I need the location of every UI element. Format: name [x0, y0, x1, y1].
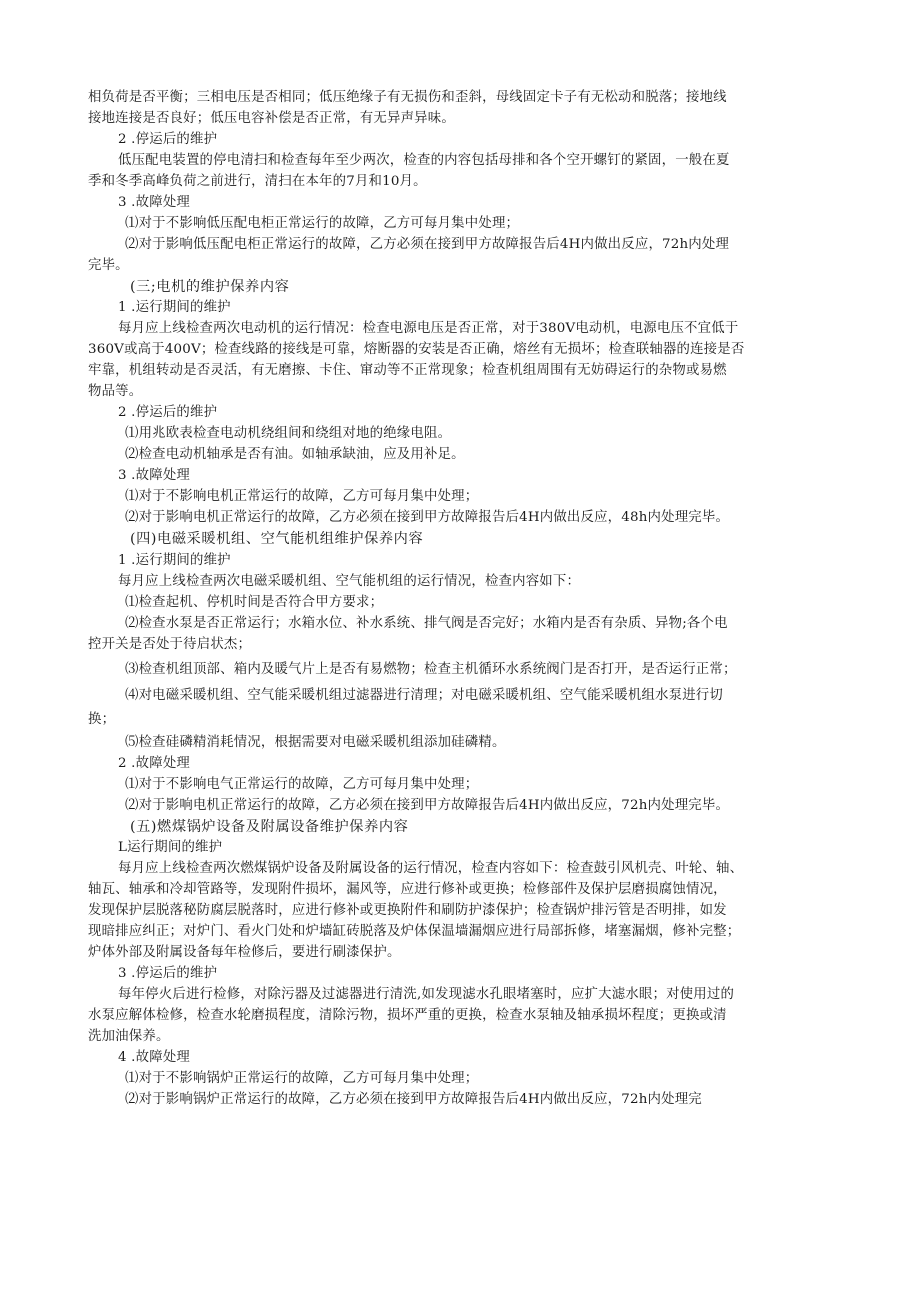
text-line: ⑸检查硅磷精消耗情况，根据需要对电磁采暖机组添加硅磷精。: [125, 735, 506, 750]
text-line: ⑴检查起机、停机时间是否符合甲方要求；: [125, 595, 384, 610]
text-line: 牢靠，机组转动是否灵活，有无磨擦、卡住、窜动等不正常现象；检查机组周围有无妨碍运行的杂物或易燃: [88, 363, 727, 378]
text-line: 季和冬季高峰负荷之前进行，清扫在本年的7月和10月。: [88, 174, 427, 189]
text-line: 发现保护层脱落秘防腐层脱落时，应进行修补或更换附件和刷防护漆保护；检查锅炉排污管是否明排，如发: [88, 903, 727, 918]
text-line: ⑵检查水泵是否正常运行；水箱水位、补水系统、排气阀是否完好；水箱内是否有杂质、异物;各个电: [125, 616, 728, 631]
text-line: 完毕。: [88, 258, 129, 273]
section-heading: (五)燃煤锅炉设备及附属设备维护保养内容: [130, 819, 409, 835]
text-line: ⑶检查机组顶部、箱内及暖气片上是否有易燃物；检查主机循环水系统阀门是否打开，是否运行正常；: [125, 662, 737, 677]
section-heading: (四)电磁采暖机组、空气能机组维护保养内容: [130, 531, 424, 547]
text-line: 每月应上线检查两次电动机的运行情况：检查电源电压是否正常，对于380V电动机，电源电压不宜低于: [118, 321, 739, 336]
text-line: 2 .停运后的维护: [118, 405, 218, 420]
text-line: 接地连接是否良好；低压电容补偿是否正常，有无异声异味。: [88, 111, 455, 126]
text-line: 炉体外部及附属设备每年检修后，要进行刷漆保护。: [88, 945, 401, 960]
text-line: ⑴对于不影响电机正常运行的故障，乙方可每月集中处理；: [125, 489, 479, 504]
text-line: 洗加油保养。: [88, 1029, 170, 1044]
text-line: ⑵对于影响电机正常运行的故障，乙方必须在接到甲方故障报告后4H内做出反应，72h内处理完毕。: [125, 798, 730, 813]
text-line: 3 .故障处理: [118, 195, 190, 210]
text-line: ⑷对电磁采暖机组、空气能采暖机组过滤器进行清理；对电磁采暖机组、空气能采暖机组水泵进行切: [125, 688, 723, 703]
text-line: ⑴用兆欧表检查电动机绕组间和绕组对地的绝缘电阻。: [125, 426, 452, 441]
text-line: 低压配电装置的停电清扫和检查每年至少两次，检查的内容包括母排和各个空开螺钉的紧固，一般在夏: [118, 153, 730, 168]
text-line: ⑴对于不影响电气正常运行的故障，乙方可每月集中处理；: [125, 777, 479, 792]
text-line: 每月应上线检查两次燃煤锅炉设备及附属设备的运行情况，检查内容如下：检查鼓引风机壳、叶轮、轴、: [118, 861, 744, 876]
text-line: ⑵对于影响电机正常运行的故障，乙方必须在接到甲方故障报告后4H内做出反应，48h内处理完毕。: [125, 510, 730, 525]
text-line: ⑴对于不影响锅炉正常运行的故障，乙方可每月集中处理；: [125, 1071, 479, 1086]
text-line: 4 .故障处理: [118, 1050, 190, 1065]
text-line: ⑵对于影响低压配电柜正常运行的故障，乙方必须在接到甲方故障报告后4H内做出反应，72h内处理: [125, 237, 730, 252]
text-line: 2 .停运后的维护: [118, 132, 218, 147]
text-line: 2 .故障处理: [118, 756, 190, 771]
text-line: 控开关是否处于待启状杰；: [88, 637, 252, 652]
text-line: 相负荷是否平衡；三相电压是否相同；低压绝缘子有无损伤和歪斜，母线固定卡子有无松动和脱落；接地线: [88, 90, 727, 105]
text-line: 每月应上线检查两次电磁采暖机组、空气能机组的运行情况，检查内容如下：: [118, 574, 581, 589]
text-line: 1 .运行期间的维护: [118, 553, 231, 568]
text-line: 1 .运行期间的维护: [118, 300, 231, 315]
text-line: 3 .停运后的维护: [118, 966, 218, 981]
text-line: 物品等。: [88, 384, 143, 399]
text-line: ⑵检查电动机轴承是否有油。如轴承缺油，应及用补足。: [125, 447, 465, 462]
text-line: 3 .故障处理: [118, 468, 190, 483]
text-line: ⑵对于影响锅炉正常运行的故障，乙方必须在接到甲方故障报告后4H内做出反应，72h内处理完: [125, 1092, 702, 1107]
text-line: 360V或高于400V；检查线路的接线是可靠，熔断器的安装是否正确，熔丝有无损坏；检查联轴器的连接是否: [88, 342, 745, 357]
text-line: 水泵应解体检修，检查水轮磨损程度，清除污物，损坏严重的更换，检查水泵轴及轴承损坏程度；更换或清: [88, 1008, 727, 1023]
text-line: 现暗排应纠正；对炉门、看火门处和炉墙缸砖脱落及炉体保温墙漏烟应进行局部拆修，堵塞漏烟，修补完整；: [88, 924, 741, 939]
text-line: ⑴对于不影响低压配电柜正常运行的故障，乙方可每月集中处理；: [125, 216, 520, 231]
text-line: L运行期间的维护: [118, 840, 223, 855]
text-line: 每年停火后进行检修，对除污器及过滤器进行清洗,如发现滤水孔眼堵塞时，应扩大滤水眼；对使用过的: [118, 987, 735, 1002]
text-line: 轴瓦、轴承和冷却管路等，发现附件损坏，漏风等，应进行修补或更换；检修部件及保护层磨损腐蚀情况，: [88, 882, 727, 897]
section-heading: (三;电机的维护保养内容: [130, 279, 290, 295]
text-line: 换；: [88, 712, 116, 727]
